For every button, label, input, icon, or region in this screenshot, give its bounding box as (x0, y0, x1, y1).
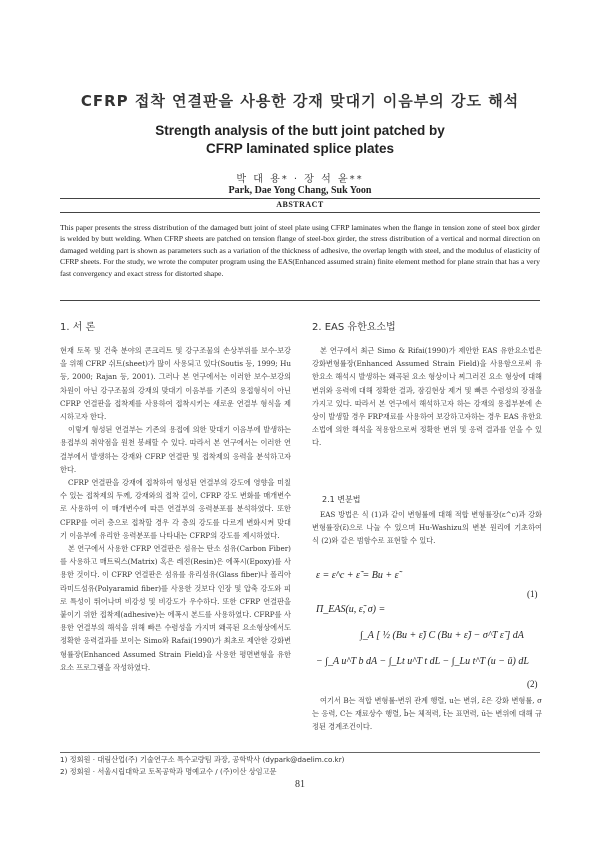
section-1-paragraph: 현재 토목 및 건축 분야의 콘크리트 및 강구조물의 손상부위를 보수·보강을 위해 CFRP 쉬트(sheet)가 많이 사용되고 있다(Soutis 등, 1999; Hu 등, 2000; Rajan 등, 2001). 그러나 본 연구에서는 이러한 보수·보강의 차원이 아닌 강구조물의 강재의 맞대기 이음부를 기존의 용접형식이 아닌 CFRP 연결판을 접착제를 사용하여 접착시키는 새로운 연결부 형식을 제시하고자 한다. (60, 346, 291, 422)
abstract-heading: ABSTRACT (276, 200, 324, 209)
abstract-text: This paper presents the stress distribution of the damaged butt joint of steel plate using CFRP laminates when the flange in tension zone of steel box girder is welded by butt welding. When CFRP sheets are patched on tension flange of steel-box girder, the stress distribution of a vertical and normal direction on damaged welding part is shown as parameters such as a variation of the thickness of adhesive, the overlap length with steel, and the modulus of elasticity of CFRP sheets. For the study, we wrote the computer program using the EAS(Enhanced assumed strain) finite element method for plane strain that has a very fast convergency and exact stress for distorted shape. (60, 223, 540, 278)
footnote-rule (60, 752, 540, 753)
equation-2-line-1: ∫_A [ ½ (Bu + ε̃) C (Bu + ε̃) − σ^T ε̃ ] dA (360, 630, 524, 641)
section-1-heading: 1. 서 론 (60, 322, 96, 333)
authors-korean: 박 대 용* · 장 석 윤** (236, 174, 364, 185)
abstract-heading-rule (60, 212, 540, 213)
subsection-2-1-heading: 2.1 변분법 (322, 495, 361, 504)
paper-title-english (0, 122, 600, 158)
section-2-paragraph: 본 연구에서 최근 Simo & Rifai(1990)가 제안한 EAS 유한요소법은 강화변형률장(Enhanced Assumed Strain Field)을 사용함으로써 유한요소 해석시 발생하는 왜곡된 요소 형상이나 찌그러진 요소 형상에 대해 변위와 응력에 대해 정확한 결과, 잠김현상 제거 및 빠른 수렴성의 장점을 가지고 있다. 따라서 본 연구에서 해석하고자 하는 강재의 용접부분에 손상이 발생할 경우 FRP재료를 사용하여 보강하고자하는 경우 EAS 유한요소법에 의한 해석을 적용함으로써 정확한 변위 및 응력 결과를 얻을 수 있다. (312, 346, 542, 448)
section-1-paragraph: 이렇게 형성된 연결부는 기존의 용접에 의한 맞대기 이음부에 발생하는 용접부의 취약점을 원천 봉쇄할 수 있다. 따라서 본 연구에서는 이러한 연결부에서 발생하는 강재와 CFRP 연결판 및 접착제의 응력을 분석하고자 한다. (60, 425, 291, 474)
title-english-line-1: Strength analysis of the butt joint patched by (155, 123, 445, 138)
title-english-line-2: CFRP laminated splice plates (205, 141, 395, 156)
equation-2-number: (2) (527, 679, 538, 689)
abstract-top-rule (60, 198, 540, 199)
equation-1: ε = ε^c + ε̃ = Bu + ε̃ (316, 570, 399, 581)
abstract-bottom-rule (60, 300, 540, 301)
footnote-1: 1) 정회원 · 대림산업(주) 기술연구소 특수교량팀 과장, 공학박사 (dypark@daelim.co.kr) (60, 755, 345, 764)
section-1-paragraph: CFRP 연결판을 강재에 접착하여 형성된 연결부의 강도에 영향을 미칠 수 있는 접착제의 두께, 강재와의 접착 길이, CFRP 강도 변화를 매개변수로 사용하여 이 매개변수에 따른 연결부의 응력분포를 분석하였다. 또한 CFRP를 여러 층으로 접착할 경우 각 층의 강도를 다르게 변화시켜 맞대기 이음부에 유리한 응력분포를 나타내는 CFRP의 강도를 제시하였다. (60, 478, 291, 540)
equation-1-number: (1) (527, 589, 538, 599)
paper-title-korean: CFRP 접착 연결판을 사용한 강재 맞대기 이음부의 강도 해석 (80, 92, 520, 110)
subsection-2-1-paragraph-2: 여기서 B는 적합 변형률-변위 관계 행렬, u는 변위, ε̃은 강화 변형률, σ는 응력, C는 재료상수 행렬, b̄는 체적력, t̄는 표면력, ū는 변위에 대해 규정된 경계조건이다. (312, 696, 542, 732)
section-2-heading: 2. EAS 유한요소법 (312, 322, 396, 333)
footnote-2: 2) 정회원 · 서울시립대학교 토목공학과 명예교수 / (주)이산 상임고문 (60, 767, 277, 776)
page-number: 81 (295, 779, 305, 790)
authors-english: Park, Dae Yong Chang, Suk Yoon (228, 185, 372, 196)
equation-2-lhs: Π_EAS(u, ε̃, σ) = (316, 604, 386, 615)
footnotes (60, 754, 540, 778)
equation-2-line-2: − ∫_A u^T b dA − ∫_Lt u^T t dL − ∫_Lu t^T (u − ū) dL (316, 656, 529, 667)
section-1-paragraph: 본 연구에서 사용한 CFRP 연결판은 섬유는 탄소 섬유(Carbon Fiber)를 사용하고 매트릭스(Matrix) 혹은 레진(Resin)은 에폭시(Epoxy)를 사용한 것이다. 이 CFRP 연결판은 섬유를 유리섬유(Glass fiber)나 폴리아라미드섬유(Polyaramid fiber)를 사용한 것보다 인장 및 압축 강도와 피로 특성이 뛰어나며 비강성 및 비강도가 우수하다. 또한 CFRP 연결판을 붙이기 위한 접착제(adhesive)는 에폭시 본드를 사용하였다. CFRP를 사용한 연결부의 해석을 위해 빠른 수렴성을 가지며 왜곡된 요소형상에서도 정확한 응력결과를 보이는 Simo와 Rafai(1990)가 최초로 제안한 강화변형률장(Enhanced Assumed Strain Field)을 사용한 평면변형을 유한요소 프로그램을 작성하였다. (60, 544, 291, 672)
subsection-2-1-paragraph-1: EAS 방법은 식 (1)과 같이 변형률에 대해 적합 변형률장(ε^c)과 강화 변형률장(ε̃)으로 나눌 수 있으며 Hu-Washizu의 변분 원리에 기초하여 식 (2)와 같은 범함수로 표현할 수 있다. (312, 510, 542, 546)
section-1-body (60, 344, 291, 674)
